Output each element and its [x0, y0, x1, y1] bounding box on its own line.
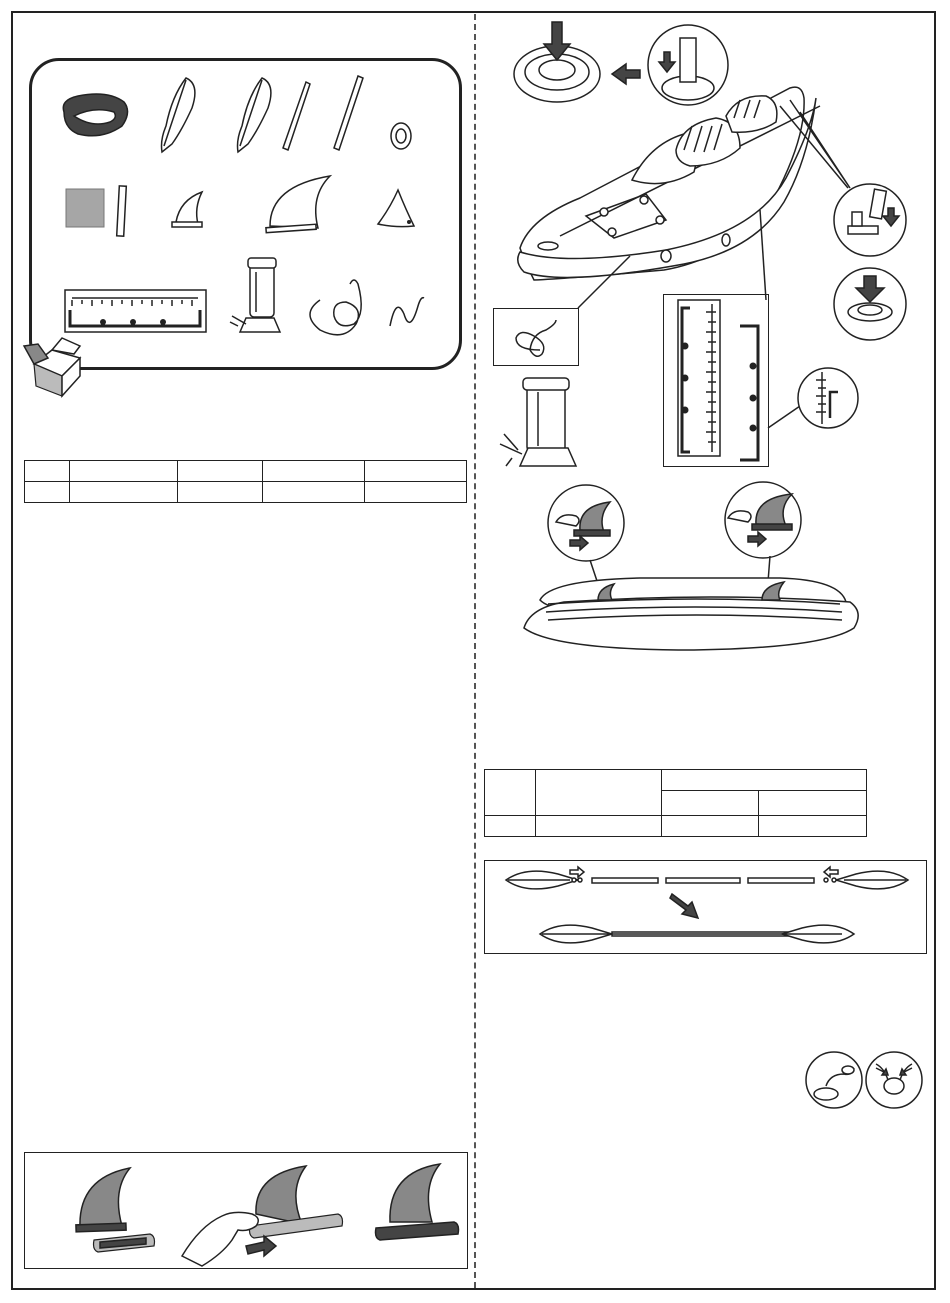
valve-cap-open-icon	[806, 1052, 862, 1108]
valve-cap-close-icon	[866, 1052, 922, 1108]
